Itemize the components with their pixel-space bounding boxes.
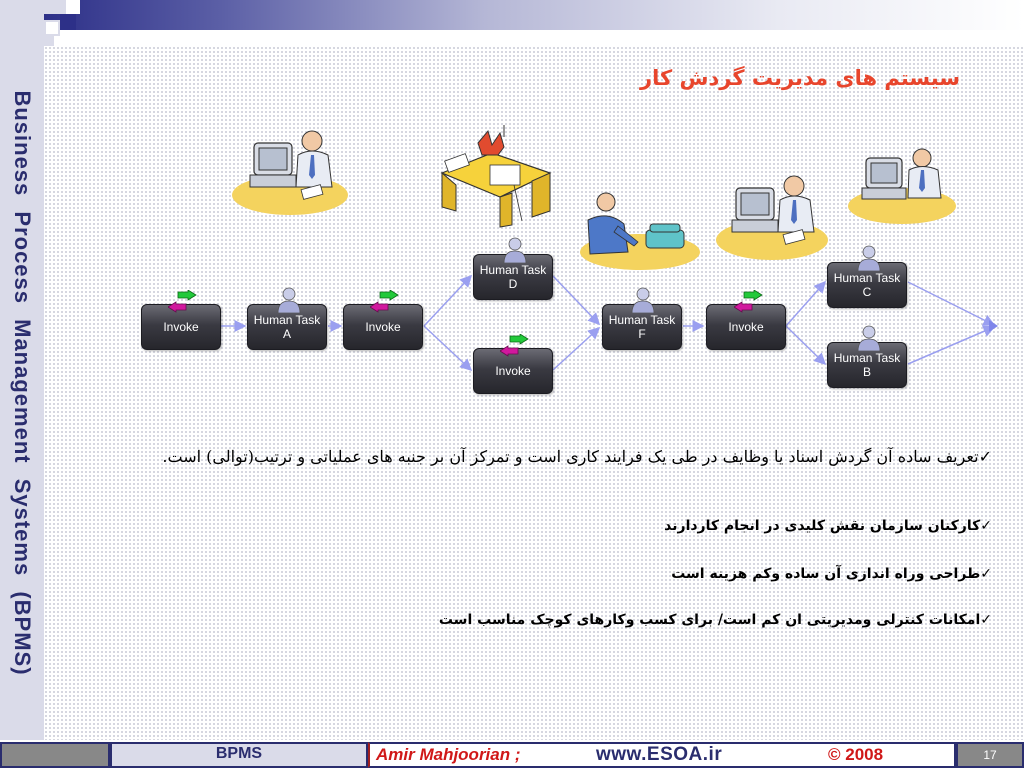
node-sublabel: C: [862, 285, 872, 299]
desk-documents-icon: [442, 125, 550, 227]
check-icon: ✓: [980, 566, 992, 582]
connector-10: [908, 282, 994, 325]
node-sublabel: D: [508, 277, 518, 291]
exchange-arrows-icon: [734, 290, 764, 316]
office-worker-computer-icon: [848, 149, 956, 224]
bullet-3: [160, 566, 992, 582]
footer-left-box: [0, 742, 110, 768]
node-sublabel: A: [282, 327, 291, 341]
person-icon: [854, 325, 884, 351]
person-phone-icon: [580, 193, 700, 270]
connector-3: [424, 276, 471, 326]
footer: [0, 740, 1024, 768]
check-icon: ✓: [980, 518, 992, 534]
footer-site-link[interactable]: www.ESOA.ir: [596, 744, 723, 765]
person-icon: [628, 287, 658, 313]
node-label: Invoke: [728, 320, 764, 334]
node-label: Human Task: [833, 271, 901, 285]
connector-9: [786, 326, 825, 364]
check-icon: ✓: [980, 612, 992, 628]
node-label: Invoke: [495, 364, 531, 378]
footer-author: Amir Mahjoorian ;: [376, 745, 521, 764]
node-sublabel: B: [862, 365, 871, 379]
node-label: Human Task: [253, 313, 321, 327]
node-label: Human Task: [833, 351, 901, 365]
node-label: Invoke: [163, 320, 199, 334]
bullet-4-text: امکانات کنترلی ومدیریتی ان کم است/ برای کسب وکارهای کوچک مناسب است: [438, 612, 981, 628]
bullet-2: [160, 518, 992, 534]
page-number: 17: [956, 742, 1024, 768]
node-label: Human Task: [608, 313, 676, 327]
connector-11: [908, 327, 994, 364]
person-icon: [274, 287, 304, 313]
footer-section-label: BPMS: [110, 742, 368, 768]
bullet-1: [160, 443, 992, 470]
exchange-arrows-icon: [500, 334, 530, 360]
vertical-title: Business Process Management Systems (BPMS): [10, 90, 35, 676]
node-label: Human Task: [479, 263, 547, 277]
node-label: Invoke: [365, 320, 401, 334]
node-sublabel: F: [638, 327, 646, 341]
exchange-arrows-icon: [168, 290, 198, 316]
bullet-4: [160, 612, 992, 628]
check-icon: ✓: [978, 447, 992, 466]
bullet-1-text: تعریف ساده آن گردش اسناد یا وظایف در طی یک فرایند کاری است و تمرکز آن بر جنبه های عملیاتی و ترتیب(توالی) است.: [162, 447, 979, 466]
office-worker-computer-icon: [716, 176, 828, 260]
end-arrow: [989, 320, 998, 332]
connector-8: [786, 282, 825, 326]
office-worker-computer-icon: [232, 131, 348, 215]
person-icon: [500, 237, 530, 263]
connector-5: [553, 276, 599, 324]
bullet-3-text: طراحی وراه اندازی آن ساده وکم هزینه است: [671, 566, 981, 582]
footer-credits: [368, 742, 956, 768]
connector-4: [424, 326, 471, 370]
connector-6: [553, 328, 599, 370]
person-icon: [854, 245, 884, 271]
exchange-arrows-icon: [370, 290, 400, 316]
bullet-2-text: کارکنان سازمان نقش کلیدی در انجام کاردارند: [664, 518, 981, 534]
slide-title: سیستم های مدیریت گردش کار: [640, 66, 960, 90]
footer-copyright: © 2008: [828, 745, 884, 764]
